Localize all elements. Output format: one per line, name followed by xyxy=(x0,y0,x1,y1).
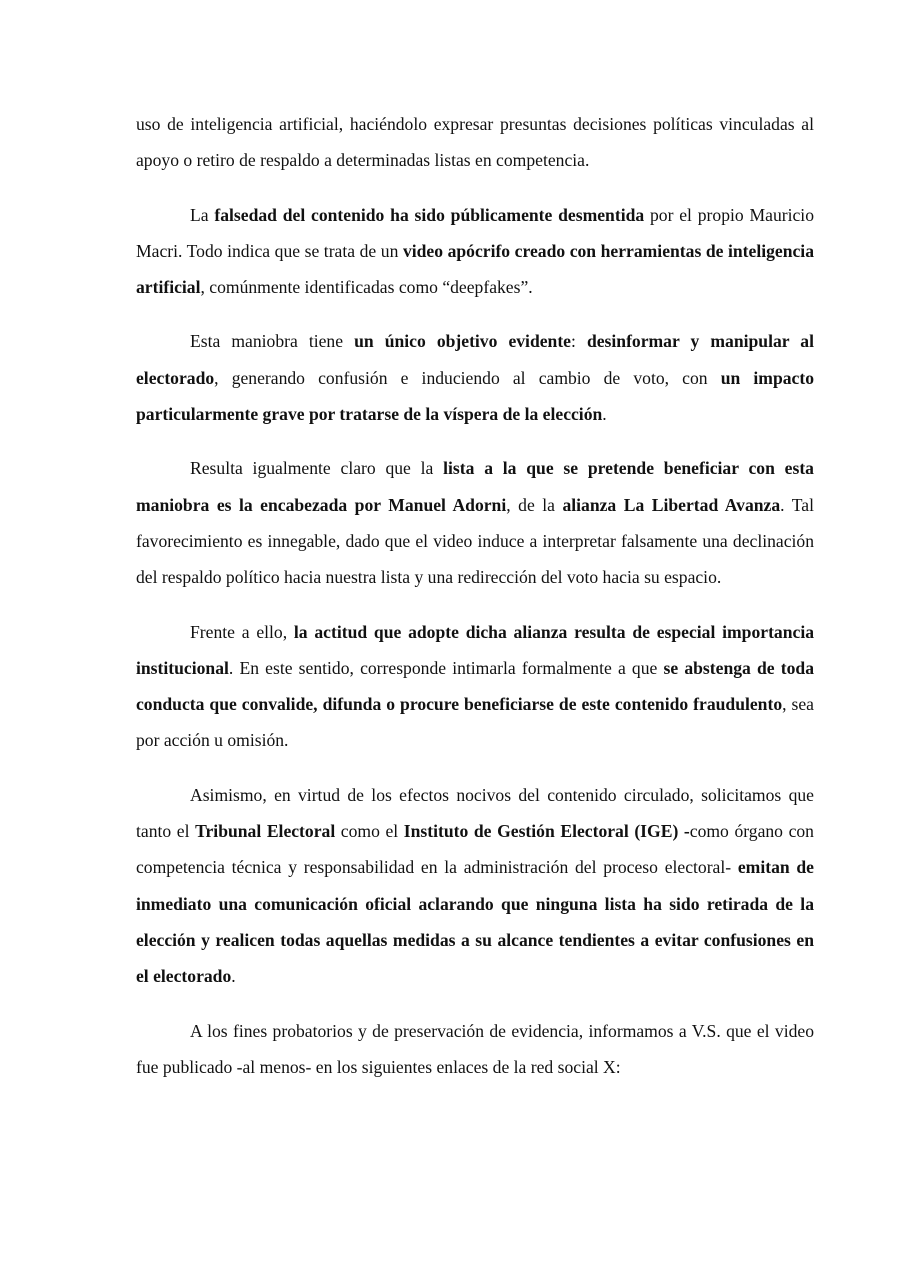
text-run: . xyxy=(231,966,236,987)
body-paragraph xyxy=(136,1013,814,1086)
document-page xyxy=(136,106,814,1103)
text-run: La xyxy=(190,204,215,225)
bold-text-run: desinformar y manipular al electorado xyxy=(136,331,814,388)
text-run: Frente a ello, xyxy=(190,621,294,642)
bold-text-run: falsedad del contenido ha sido públicamente desmentida xyxy=(214,204,645,225)
body-paragraph xyxy=(136,197,814,306)
text-run: , generando confusión e induciendo al cambio de voto, con xyxy=(214,367,721,388)
body-paragraph xyxy=(136,106,814,179)
text-run: Esta maniobra tiene xyxy=(190,331,355,352)
text-run: , de la xyxy=(506,494,563,515)
bold-text-run: un único objetivo evidente xyxy=(354,331,571,352)
text-run: : xyxy=(571,331,587,352)
body-paragraph xyxy=(136,614,814,759)
text-run: Asimismo, en virtud de los efectos nocivos del contenido circulado, solicitamos que tanto el xyxy=(136,784,814,842)
text-run: . En este sentido, corresponde intimarla formalmente a que xyxy=(228,657,664,678)
text-run: , sea por acción u omisión. xyxy=(136,694,814,751)
bold-text-run: video apócrifo creado con herramientas de inteligencia artificial xyxy=(136,240,814,298)
bold-text-run: Instituto de Gestión Electoral (IGE) - xyxy=(403,821,690,842)
bold-text-run: la actitud que adopte dicha alianza resulta de especial importancia institucional xyxy=(136,621,815,678)
text-run: uso de inteligencia artificial, haciéndolo expresar presuntas decisiones políticas vinculadas al apoyo o retiro de respaldo a determinadas listas en competencia. xyxy=(136,114,814,171)
bold-text-run: se abstenga de toda conducta que convalide, difunda o procure beneficiarse de este contenido fraudulento xyxy=(136,657,814,715)
text-run: A los fines probatorios y de preservación de evidencia, informamos a V.S. que el video fue publicado -al menos- en los siguientes enlaces de la red social X: xyxy=(136,1020,814,1077)
bold-text-run: emitan de inmediato una comunicación oficial aclarando que ninguna lista ha sido retirada de la elección y realicen todas aquellas medidas a su alcance tendientes a evitar confusiones en el electorado xyxy=(136,857,814,987)
text-run: Resulta igualmente claro que la xyxy=(190,458,444,479)
text-run: como el xyxy=(335,821,404,842)
body-paragraph xyxy=(136,450,814,595)
text-run: . Tal favorecimiento es innegable, dado que el video induce a interpretar falsamente una declinación del respaldo político hacia nuestra lista y una redirección del voto hacia su espacio. xyxy=(136,494,814,588)
bold-text-run: alianza La Libertad Avanza xyxy=(562,494,781,515)
bold-text-run: lista a la que se pretende beneficiar con esta maniobra es la encabezada por Manuel Adorni xyxy=(136,458,814,515)
text-run: por el propio Mauricio Macri. Todo indica que se trata de un xyxy=(136,204,814,261)
bold-text-run: Tribunal Electoral xyxy=(195,821,336,842)
text-run: , comúnmente identificadas como “deepfakes”. xyxy=(200,277,533,298)
text-run: como órgano con competencia técnica y responsabilidad en la administración del proceso electoral- xyxy=(136,821,814,878)
text-run: . xyxy=(602,404,607,425)
body-paragraph xyxy=(136,323,814,432)
bold-text-run: un impacto particularmente grave por tratarse de la víspera de la elección xyxy=(136,367,814,425)
body-paragraph xyxy=(136,777,814,995)
